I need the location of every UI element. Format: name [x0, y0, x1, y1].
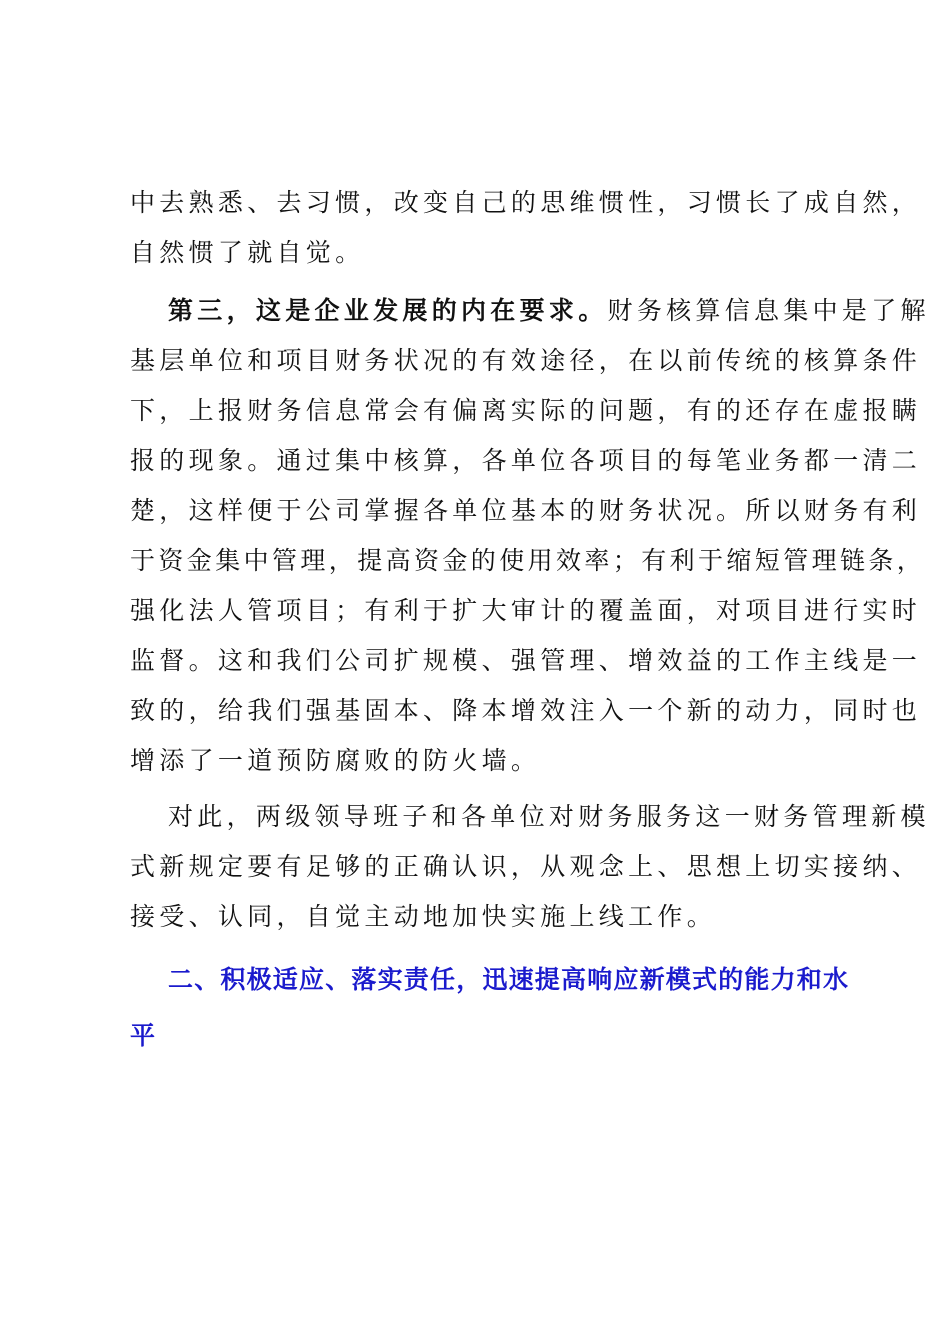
paragraph-continuation	[130, 178, 922, 278]
text-line	[130, 286, 930, 336]
text-line: 强化法人管项目；有利于扩大审计的覆盖面，对项目进行实时	[130, 596, 922, 625]
text-line: 基层单位和项目财务状况的有效途径，在以前传统的核算条件	[130, 346, 922, 375]
heading-line: 二、积极适应、落实责任，迅速提高响应新模式的能力和水	[168, 965, 850, 994]
heading-line: 平	[130, 1021, 157, 1050]
text-line: 接受、认同，自觉主动地加快实施上线工作。	[130, 902, 717, 931]
section-heading	[130, 952, 850, 1064]
text-line: 监督。这和我们公司扩规模、强管理、增效益的工作主线是一	[130, 646, 922, 675]
paragraph-lead-rest: 财务核算信息集中是了解	[607, 296, 930, 325]
text-line: 下，上报财务信息常会有偏离实际的问题，有的还存在虚报瞒	[130, 396, 922, 425]
text-line: 式新规定要有足够的正确认识，从观念上、思想上切实接纳、	[130, 852, 922, 881]
text-line: 报的现象。通过集中核算，各单位各项目的每笔业务都一清二	[130, 446, 922, 475]
text-line: 致的，给我们强基固本、降本增效注入一个新的动力，同时也	[130, 696, 922, 725]
paragraph-lead-bold: 第三，这是企业发展的内在要求。	[168, 296, 608, 325]
text-line: 楚，这样便于公司掌握各单位基本的财务状况。所以财务有利	[130, 496, 922, 525]
text-line: 增添了一道预防腐败的防火墙。	[130, 746, 541, 775]
text-line: 对此，两级领导班子和各单位对财务服务这一财务管理新模	[168, 802, 930, 831]
paragraph-three	[130, 286, 930, 786]
text-line: 于资金集中管理，提高资金的使用效率；有利于缩短管理链条，	[130, 546, 926, 575]
document-page	[130, 178, 930, 1064]
paragraph-four	[130, 792, 930, 942]
text-line: 中去熟悉、去习惯，改变自己的思维惯性，习惯长了成自然，	[130, 188, 922, 217]
text-line: 自然惯了就自觉。	[130, 238, 365, 267]
